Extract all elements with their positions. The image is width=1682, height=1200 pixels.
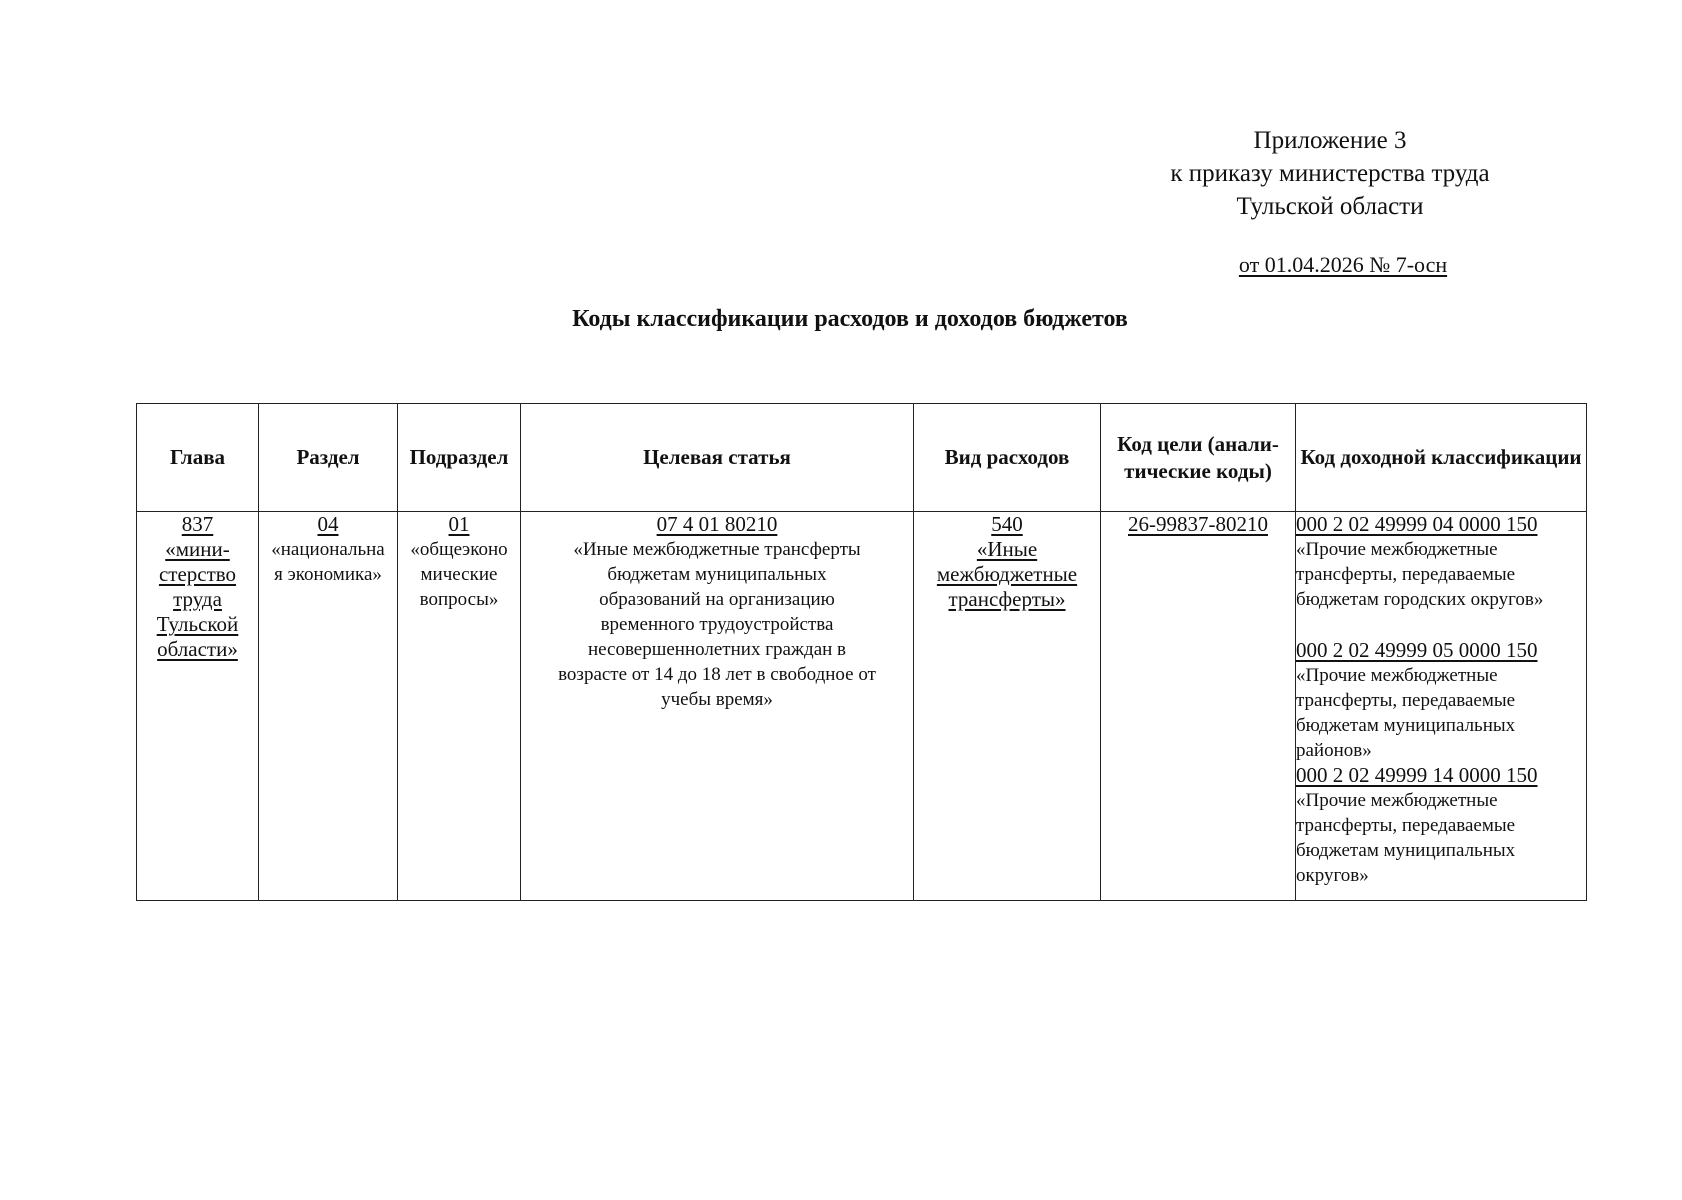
table-header-row xyxy=(137,404,1587,512)
podrazdel-code: 01 xyxy=(448,512,470,536)
expense-type-line: трансферты» xyxy=(948,587,1066,611)
header-expense-type: Вид расходов xyxy=(914,404,1101,512)
income-desc-line: районов» xyxy=(1296,740,1372,761)
cell-glava xyxy=(137,512,259,901)
cell-target-code xyxy=(1101,512,1296,901)
income-desc-line: «Прочие межбюджетные xyxy=(1296,539,1498,560)
glava-name-line: стерство xyxy=(158,562,237,586)
cell-podrazdel xyxy=(398,512,521,901)
cell-income-code xyxy=(1296,512,1587,901)
income-code: 000 2 02 49999 05 0000 150 xyxy=(1296,638,1538,662)
classification-table xyxy=(136,403,1587,901)
appendix-number: Приложение 3 xyxy=(1253,127,1407,154)
header-razdel: Раздел xyxy=(259,404,398,512)
target-code: 26-99837-80210 xyxy=(1128,512,1268,536)
income-spacer xyxy=(1296,612,1586,638)
income-entry xyxy=(1296,638,1586,763)
target-article-line: учебы время» xyxy=(661,689,773,710)
target-article-line: бюджетам муниципальных xyxy=(607,564,827,585)
income-entry xyxy=(1296,763,1586,888)
razdel-name-line: я экономика» xyxy=(274,564,382,585)
podrazdel-name-line: «общеэконо xyxy=(410,539,508,560)
order-date-number: от 01.04.2026 № 7-осн xyxy=(1238,252,1448,277)
income-desc-line: бюджетам муниципальных xyxy=(1296,715,1516,736)
appendix-order-ref: к приказу министерства труда xyxy=(1170,160,1490,187)
target-article-code: 07 4 01 80210 xyxy=(656,512,778,536)
podrazdel-name-line: вопросы» xyxy=(419,589,499,610)
income-code: 000 2 02 49999 14 0000 150 xyxy=(1296,763,1538,787)
header-glava: Глава xyxy=(137,404,259,512)
cell-expense-type xyxy=(914,512,1101,901)
target-article-line: временного трудоустройства xyxy=(600,614,834,635)
income-desc-line: бюджетам городских округов» xyxy=(1296,589,1544,610)
appendix-block xyxy=(1110,124,1550,223)
header-podrazdel: Подраздел xyxy=(398,404,521,512)
income-desc-line: округов» xyxy=(1296,865,1369,886)
cell-target-article xyxy=(521,512,914,901)
income-code: 000 2 02 49999 04 0000 150 xyxy=(1296,512,1538,536)
income-desc-line: «Прочие межбюджетные xyxy=(1296,790,1498,811)
razdel-name-line: «национальна xyxy=(271,539,385,560)
expense-type-line: межбюджетные xyxy=(936,562,1078,586)
income-desc-line: трансферты, передаваемые xyxy=(1296,564,1516,585)
income-entry xyxy=(1296,512,1586,612)
target-article-line: возрасте от 14 до 18 лет в свободное от xyxy=(558,664,876,685)
podrazdel-name-line: мические xyxy=(420,564,498,585)
income-desc-line: трансферты, передаваемые xyxy=(1296,690,1516,711)
table-row xyxy=(137,512,1587,901)
glava-code: 837 xyxy=(181,512,214,536)
header-target-code: Код цели (анали-тические коды) xyxy=(1101,404,1296,512)
razdel-code: 04 xyxy=(317,512,339,536)
header-income-code: Код доходной классификации xyxy=(1296,404,1587,512)
header-target-article: Целевая статья xyxy=(521,404,914,512)
target-article-line: несовершеннолетних граждан в xyxy=(587,639,847,660)
cell-razdel xyxy=(259,512,398,901)
target-article-line: образований на организацию xyxy=(599,589,835,610)
target-article-line: «Иные межбюджетные трансферты xyxy=(573,539,861,560)
expense-type-line: «Иные xyxy=(976,537,1038,561)
income-desc-line: «Прочие межбюджетные xyxy=(1296,665,1498,686)
glava-name-line: области» xyxy=(157,637,238,661)
income-desc-line: трансферты, передаваемые xyxy=(1296,815,1516,836)
income-desc-line: бюджетам муниципальных xyxy=(1296,840,1516,861)
appendix-region: Тульской области xyxy=(1236,193,1424,220)
glava-name-line: «мини- xyxy=(165,537,230,561)
expense-type-code: 540 xyxy=(991,512,1023,536)
document-title: Коды классификации расходов и доходов бюджетов xyxy=(572,306,1128,332)
glava-name-line: Тульской xyxy=(156,612,239,636)
glava-name-line: труда xyxy=(173,587,222,611)
